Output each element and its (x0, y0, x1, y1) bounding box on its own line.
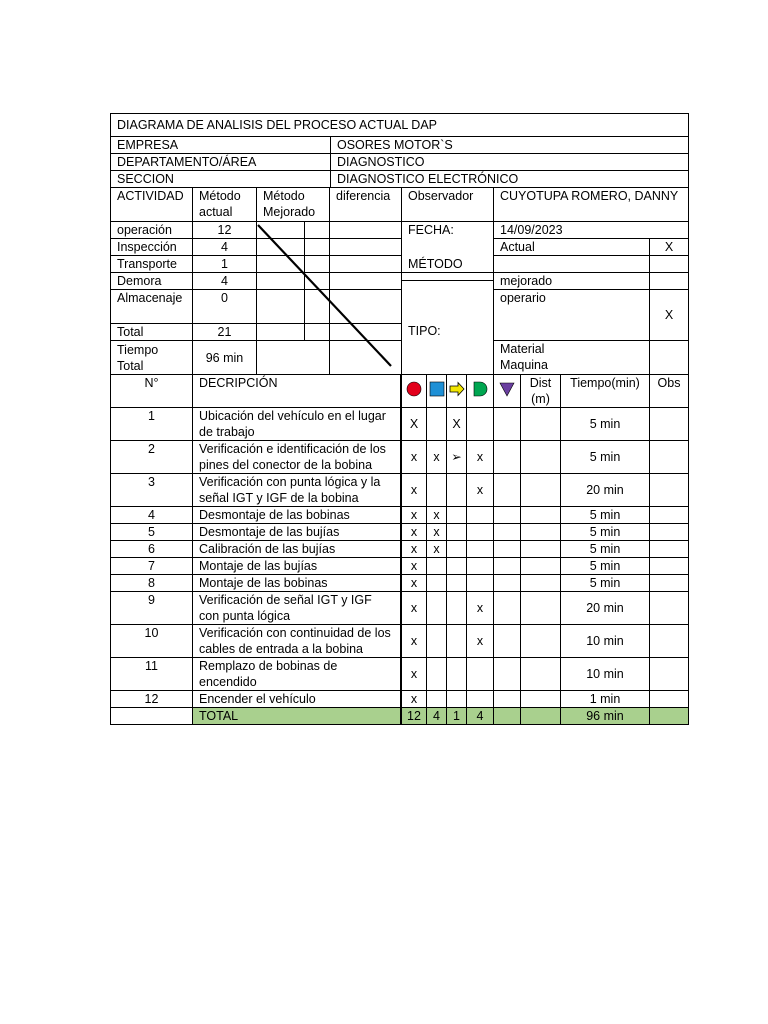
activity-delay-cell (466, 506, 494, 524)
activity-trans-cell (446, 657, 467, 691)
summary-row-diferencia (329, 221, 402, 239)
summary-row-actual: 12 (192, 221, 257, 239)
summary-row-label: Total (110, 323, 193, 341)
summary-row-mejorado-a (256, 255, 305, 273)
summary-row-label: Almacenaje (110, 289, 193, 324)
activity-desc-cell: Encender el vehículo (192, 690, 401, 708)
summary-row-diferencia (329, 272, 402, 290)
activity-op-cell: x (401, 473, 427, 507)
total-time-cell: 96 min (560, 707, 650, 725)
summary-row-mejorado-a (256, 272, 305, 290)
dap-sheet (110, 113, 689, 726)
activity-desc-cell: Verificación con punta lógica y la señal IGT y IGF de la bobina (192, 473, 401, 507)
activity-store-cell (493, 574, 521, 592)
activity-n-cell: 7 (110, 557, 193, 575)
activity-insp-cell (426, 624, 447, 658)
storage-triangle-icon (499, 381, 515, 401)
transport-arrow-icon (449, 381, 465, 401)
col-header-insp (426, 374, 447, 408)
activity-delay-cell: x (466, 440, 494, 474)
activity-dist-cell (520, 624, 561, 658)
actual-label: Actual (493, 238, 650, 256)
activity-store-cell (493, 557, 521, 575)
summary-row-mejorado-b (304, 272, 330, 290)
total-n-cell (110, 707, 193, 725)
activity-time-cell: 5 min (560, 407, 650, 441)
total-desc-cell: TOTAL (192, 707, 401, 725)
sheet-title: DIAGRAMA DE ANALISIS DEL PROCESO ACTUAL DAP (110, 113, 689, 137)
inspection-square-icon (429, 381, 445, 401)
summary-row-mejorado-a (256, 323, 305, 341)
summary-row-mejorado-b (304, 289, 330, 324)
col-header-desc: DECRIPCIÓN (192, 374, 401, 408)
diferencia-label: diferencia (329, 187, 402, 222)
activity-trans-cell: ➢ (446, 440, 467, 474)
activity-delay-cell (466, 657, 494, 691)
summary-row-label: operación (110, 221, 193, 239)
operation-circle-icon (406, 381, 422, 401)
activity-obs-cell (649, 506, 689, 524)
activity-store-cell (493, 624, 521, 658)
activity-time-cell: 5 min (560, 540, 650, 558)
activity-dist-cell (520, 574, 561, 592)
summary-row-actual: 96 min (192, 340, 257, 375)
activity-trans-cell (446, 557, 467, 575)
metodo-label: MÉTODO (408, 257, 463, 271)
activity-store-cell (493, 591, 521, 625)
departamento-label: DEPARTAMENTO/ÁREA (110, 153, 331, 171)
total-obs-cell (649, 707, 689, 725)
total-op-cell: 12 (401, 707, 427, 725)
col-header-obs: Obs (649, 374, 689, 408)
activity-trans-cell (446, 473, 467, 507)
activity-obs-cell (649, 407, 689, 441)
activity-store-cell (493, 690, 521, 708)
activity-dist-cell (520, 657, 561, 691)
activity-trans-cell (446, 523, 467, 541)
summary-row-mejorado-a (256, 238, 305, 256)
activity-store-cell (493, 506, 521, 524)
activity-dist-cell (520, 407, 561, 441)
summary-row-mejorado-b (304, 255, 330, 273)
fecha-value: 14/09/2023 (493, 221, 689, 239)
activity-store-cell (493, 657, 521, 691)
activity-time-cell: 20 min (560, 591, 650, 625)
total-trans-cell: 1 (446, 707, 467, 725)
summary-row-actual: 1 (192, 255, 257, 273)
summary-row-mejorado-a (256, 289, 305, 324)
activity-n-cell: 4 (110, 506, 193, 524)
activity-obs-cell (649, 557, 689, 575)
departamento-value: DIAGNOSTICO (330, 153, 689, 171)
activity-delay-cell (466, 407, 494, 441)
activity-dist-cell (520, 523, 561, 541)
activity-delay-cell: x (466, 473, 494, 507)
activity-obs-cell (649, 624, 689, 658)
activity-op-cell: x (401, 624, 427, 658)
activity-dist-cell (520, 591, 561, 625)
actual-mark: X (649, 238, 689, 256)
delay-d-icon (472, 381, 488, 401)
activity-desc-cell: Verificación con continuidad de los cables de entrada a la bobina (192, 624, 401, 658)
activity-op-cell: x (401, 657, 427, 691)
summary-row-label: Demora (110, 272, 193, 290)
activity-op-cell: x (401, 557, 427, 575)
summary-row-mejorado (256, 340, 330, 375)
activity-trans-cell (446, 540, 467, 558)
activity-trans-cell (446, 690, 467, 708)
actividad-label: ACTIVIDAD (110, 187, 193, 222)
activity-dist-cell (520, 690, 561, 708)
total-dist-cell (520, 707, 561, 725)
col-header-num: N° (110, 374, 193, 408)
activity-op-cell: x (401, 591, 427, 625)
activity-desc-cell: Remplazo de bobinas de encendido (192, 657, 401, 691)
metodo-blank (493, 255, 650, 273)
activity-insp-cell: x (426, 506, 447, 524)
summary-row-label: Transporte (110, 255, 193, 273)
mejorado-mark (649, 272, 689, 290)
col-header-dist: Dist (m) (520, 374, 561, 408)
fecha-label: FECHA: (408, 223, 454, 237)
activity-time-cell: 10 min (560, 657, 650, 691)
activity-store-cell (493, 473, 521, 507)
seccion-label: SECCION (110, 170, 331, 188)
activity-desc-cell: Desmontaje de las bujías (192, 523, 401, 541)
activity-obs-cell (649, 440, 689, 474)
activity-insp-cell: x (426, 440, 447, 474)
summary-row-diferencia (329, 255, 402, 273)
activity-dist-cell (520, 540, 561, 558)
summary-row-mejorado-b (304, 238, 330, 256)
summary-row-diferencia (329, 238, 402, 256)
activity-n-cell: 1 (110, 407, 193, 441)
material-maquina-text (500, 341, 548, 373)
activity-time-cell: 20 min (560, 473, 650, 507)
metodo-mejorado-label: Método Mejorado (256, 187, 330, 222)
activity-trans-cell (446, 624, 467, 658)
activity-trans-cell (446, 506, 467, 524)
activity-obs-cell (649, 657, 689, 691)
observador-value: CUYOTUPA ROMERO, DANNY (493, 187, 689, 222)
activity-insp-cell: x (426, 540, 447, 558)
activity-desc-cell: Montaje de las bobinas (192, 574, 401, 592)
activity-op-cell: X (401, 407, 427, 441)
activity-dist-cell (520, 440, 561, 474)
activity-insp-cell (426, 473, 447, 507)
activity-n-cell: 9 (110, 591, 193, 625)
activity-dist-cell (520, 473, 561, 507)
activity-time-cell: 5 min (560, 557, 650, 575)
activity-time-cell: 5 min (560, 506, 650, 524)
activity-n-cell: 5 (110, 523, 193, 541)
seccion-value: DIAGNOSTICO ELECTRÓNICO (330, 170, 689, 188)
activity-n-cell: 3 (110, 473, 193, 507)
activity-delay-cell (466, 574, 494, 592)
activity-n-cell: 10 (110, 624, 193, 658)
activity-desc-cell: Desmontaje de las bobinas (192, 506, 401, 524)
activity-obs-cell (649, 540, 689, 558)
summary-row-label: Tiempo Total (110, 340, 193, 375)
activity-delay-cell (466, 523, 494, 541)
summary-row-mejorado-a (256, 221, 305, 239)
activity-desc-cell: Ubicación del vehículo en el lugar de trabajo (192, 407, 401, 441)
activity-op-cell: x (401, 506, 427, 524)
activity-trans-cell: X (446, 407, 467, 441)
activity-store-cell (493, 523, 521, 541)
total-store-cell (493, 707, 521, 725)
summary-row-diferencia (329, 323, 402, 341)
activity-delay-cell: x (466, 624, 494, 658)
summary-row-actual: 4 (192, 272, 257, 290)
activity-trans-cell (446, 574, 467, 592)
summary-row-mejorado-b (304, 221, 330, 239)
activity-delay-cell (466, 690, 494, 708)
material-label: Material (500, 342, 545, 356)
summary-row-actual: 0 (192, 289, 257, 324)
activity-time-cell: 10 min (560, 624, 650, 658)
mejorado-label: mejorado (493, 272, 650, 290)
col-header-op (401, 374, 427, 408)
activity-insp-cell (426, 407, 447, 441)
metodo-blank-mark (649, 255, 689, 273)
activity-n-cell: 6 (110, 540, 193, 558)
activity-dist-cell (520, 506, 561, 524)
activity-store-cell (493, 440, 521, 474)
empresa-label: EMPRESA (110, 136, 331, 154)
activity-desc-cell: Calibración de las bujías (192, 540, 401, 558)
activity-store-cell (493, 540, 521, 558)
activity-desc-cell: Montaje de las bujías (192, 557, 401, 575)
tipo-cell (401, 272, 494, 375)
col-header-store (493, 374, 521, 408)
activity-op-cell: x (401, 540, 427, 558)
activity-insp-cell (426, 557, 447, 575)
activity-obs-cell (649, 574, 689, 592)
activity-delay-cell (466, 540, 494, 558)
activity-obs-cell (649, 473, 689, 507)
activity-insp-cell (426, 657, 447, 691)
total-delay-cell: 4 (466, 707, 494, 725)
activity-time-cell: 1 min (560, 690, 650, 708)
activity-delay-cell (466, 557, 494, 575)
activity-time-cell: 5 min (560, 523, 650, 541)
summary-row-diferencia (329, 289, 402, 324)
activity-insp-cell (426, 591, 447, 625)
metodo-actual-label: Método actual (192, 187, 257, 222)
activity-n-cell: 8 (110, 574, 193, 592)
activity-desc-cell: Verificación e identificación de los pines del conector de la bobina (192, 440, 401, 474)
activity-store-cell (493, 407, 521, 441)
summary-row-label: Inspección (110, 238, 193, 256)
col-header-trans (446, 374, 467, 408)
summary-row-actual: 21 (192, 323, 257, 341)
material-mark (649, 340, 689, 375)
observador-label: Observador (401, 187, 494, 222)
operario-mark: X (649, 289, 689, 341)
activity-time-cell: 5 min (560, 440, 650, 474)
activity-n-cell: 11 (110, 657, 193, 691)
activity-delay-cell: x (466, 591, 494, 625)
activity-op-cell: x (401, 440, 427, 474)
summary-row-diferencia (329, 340, 402, 375)
activity-n-cell: 12 (110, 690, 193, 708)
activity-insp-cell (426, 690, 447, 708)
activity-desc-cell: Verificación de señal IGT y IGF con punta lógica (192, 591, 401, 625)
summary-row-mejorado-b (304, 323, 330, 341)
activity-dist-cell (520, 557, 561, 575)
activity-insp-cell (426, 574, 447, 592)
activity-obs-cell (649, 591, 689, 625)
total-insp-cell: 4 (426, 707, 447, 725)
activity-time-cell: 5 min (560, 574, 650, 592)
empresa-value: OSORES MOTOR`S (330, 136, 689, 154)
operario-label: operario (493, 289, 650, 341)
col-header-tiempo: Tiempo(min) (560, 374, 650, 408)
activity-op-cell: x (401, 523, 427, 541)
material-maquina-cell (493, 340, 650, 375)
activity-obs-cell (649, 523, 689, 541)
activity-insp-cell: x (426, 523, 447, 541)
activity-trans-cell (446, 591, 467, 625)
activity-obs-cell (649, 690, 689, 708)
col-header-delay (466, 374, 494, 408)
activity-op-cell: x (401, 574, 427, 592)
activity-n-cell: 2 (110, 440, 193, 474)
activity-op-cell: x (401, 690, 427, 708)
tipo-label: TIPO: (408, 324, 441, 338)
maquina-label: Maquina (500, 358, 548, 372)
summary-row-actual: 4 (192, 238, 257, 256)
